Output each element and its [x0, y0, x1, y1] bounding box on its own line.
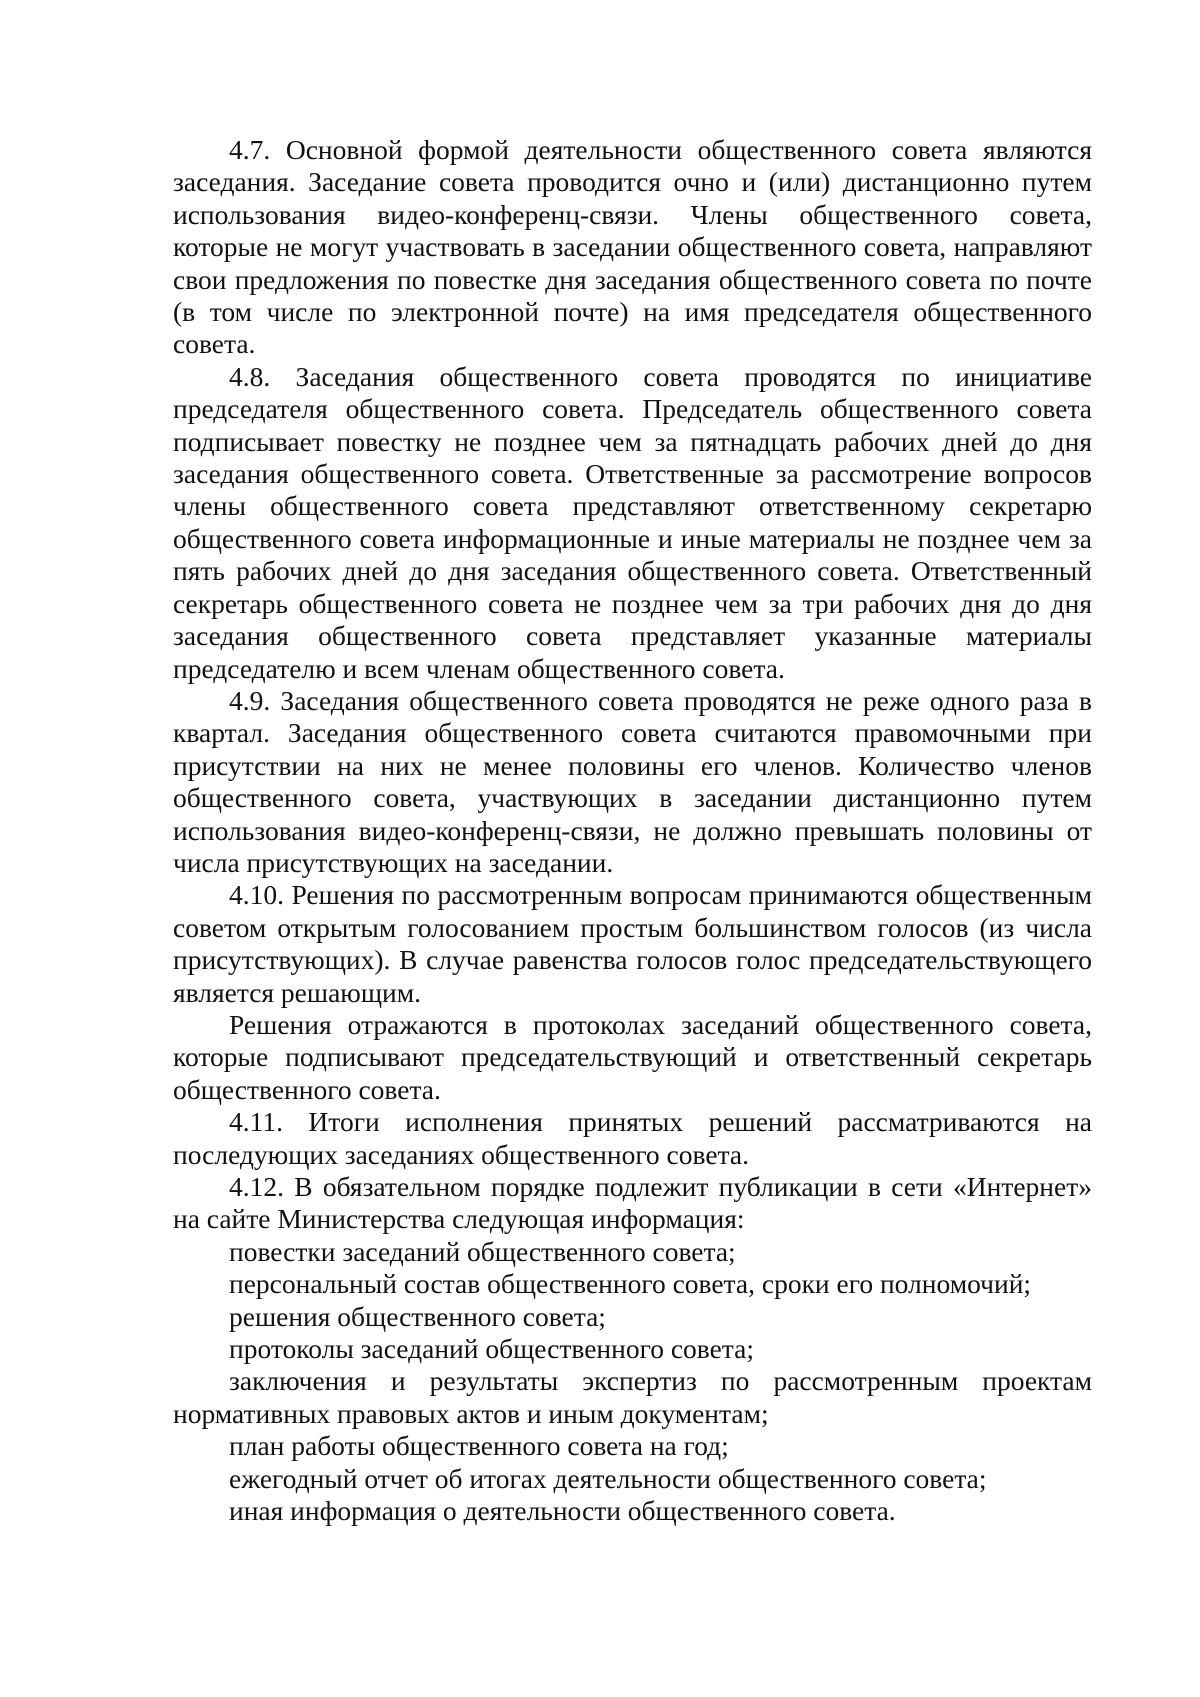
paragraph-4-11: 4.11. Итоги исполнения принятых решений рассматриваются на последующих заседаниях общественного совета. [173, 1106, 1092, 1170]
list-item: ежегодный отчет об итогах деятельности общественного совета; [229, 1462, 987, 1494]
paragraph-4-8: 4.8. Заседания общественного совета проводятся по инициативе председателя общественного совета. Председатель общественного совета подписывает повестку не позднее чем за пятнадцать рабочих дней до дня заседания общественного совета. Ответственные за рассмотрение вопросов члены общественного совета представляют ответственному секретарю общественного совета информационные и иные материалы не позднее чем за пять рабочих дней до дня заседания общественного совета. Ответственный секретарь общественного совета не позднее чем за три рабочих дня до дня заседания общественного совета представляет указанные материалы председателю и всем членам общественного совета. [173, 360, 1092, 684]
list-item: решения общественного совета; [229, 1300, 606, 1332]
paragraph-4-12: 4.12. В обязательном порядке подлежит публикации в сети «Интернет» на сайте Министерства следующая информация: [173, 1171, 1092, 1235]
list-item: протоколы заседаний общественного совета; [229, 1333, 755, 1365]
paragraph-decisions: Решения отражаются в протоколах заседаний общественного совета, которые подписывают председательствующий и ответственный секретарь общественного совета. [173, 1008, 1092, 1105]
list-item: повестки заседаний общественного совета; [229, 1235, 736, 1267]
list-item: заключения и результаты экспертиз по рассмотренным проектам нормативных правовых актов и иным документам; [173, 1365, 1092, 1429]
paragraph-4-10: 4.10. Решения по рассмотренным вопросам принимаются общественным советом открытым голосованием простым большинством голосов (из числа присутствующих). В случае равенства голосов голос председательствующего является решающим. [173, 879, 1092, 1008]
list-item: иная информация о деятельности общественного совета. [229, 1495, 896, 1527]
list-item: план работы общественного совета на год; [229, 1430, 729, 1462]
list-item: персональный состав общественного совета, сроки его полномочий; [229, 1268, 1032, 1300]
paragraph-4-7: 4.7. Основной формой деятельности общественного совета являются заседания. Заседание совета проводится очно и (или) дистанционно путем использования видео-конференц-связи. Члены общественного совета, которые не могут участвовать в заседании общественного совета, направляют свои предложения по повестке дня заседания общественного совета по почте (в том числе по электронной почте) на имя председателя общественного совета. [173, 134, 1092, 360]
paragraph-4-9: 4.9. Заседания общественного совета проводятся не реже одного раза в квартал. Заседания общественного совета считаются правомочными при присутствии на них не менее половины его членов. Количество членов общественного совета, участвующих в заседании дистанционно путем использования видео-конференц-связи, не должно превышать половины от числа присутствующих на заседании. [173, 684, 1092, 878]
document-page [173, 134, 1092, 1527]
